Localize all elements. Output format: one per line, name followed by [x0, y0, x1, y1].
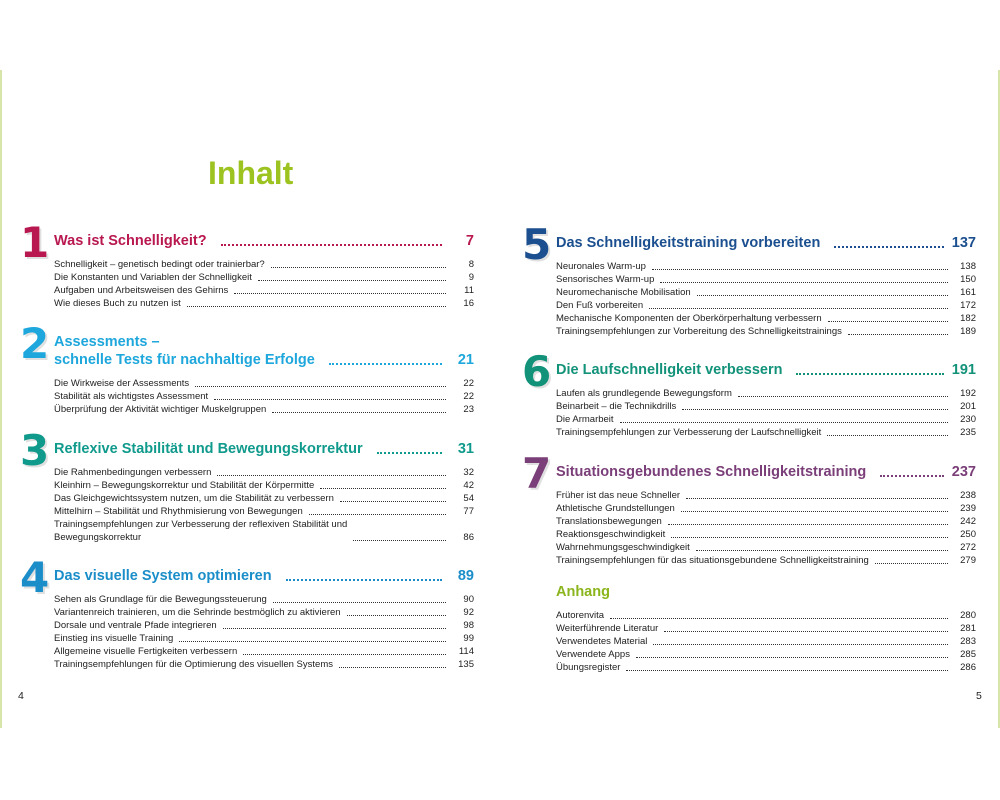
- entry-title: Trainingsempfehlungen für das situationsgebundene Schnelligkeitstraining: [556, 555, 869, 566]
- chapter-1: [20, 218, 474, 310]
- chapter-page: 191: [951, 362, 976, 378]
- leader-dots: [195, 386, 446, 387]
- entry-title: Wahrnehmungsgeschwindigkeit: [556, 542, 690, 553]
- entry-page: 172: [960, 300, 976, 311]
- toc-entry[interactable]: [54, 284, 474, 297]
- entry-list: [54, 258, 474, 310]
- entry-page: 150: [960, 274, 976, 285]
- entry-title: Die Rahmenbedingungen verbessern: [54, 467, 212, 478]
- toc-entry[interactable]: [556, 635, 976, 648]
- entry-page: 161: [960, 287, 976, 298]
- toc-entry[interactable]: [54, 593, 474, 606]
- leader-dots: [827, 435, 948, 436]
- entry-title: Athletische Grundstellungen: [556, 503, 675, 514]
- leader-dots: [875, 563, 948, 564]
- leader-dots: [664, 631, 948, 632]
- leader-dots: [221, 244, 442, 246]
- leader-dots: [286, 579, 442, 581]
- entry-page: 22: [463, 378, 474, 389]
- leader-dots: [696, 550, 948, 551]
- entry-title: Das Gleichgewichtssystem nutzen, um die Stabilität zu verbessern: [54, 493, 334, 504]
- entry-list: [556, 260, 976, 338]
- toc-entry[interactable]: [556, 273, 976, 286]
- toc-entry[interactable]: [54, 297, 474, 310]
- leader-dots: [234, 293, 446, 294]
- entry-title: Mechanische Komponenten der Oberkörperhaltung verbessern: [556, 313, 822, 324]
- chapter-number: 6: [522, 347, 550, 396]
- entry-title: Kleinhirn – Bewegungskorrektur und Stabilität der Körpermitte: [54, 480, 315, 491]
- chapter-number: 2: [20, 319, 48, 368]
- entry-title: Trainingsempfehlungen für die Optimierung des visuellen Systems: [54, 659, 333, 670]
- leader-dots: [271, 267, 446, 268]
- entry-title: Die Konstanten und Variablen der Schnelligkeit: [54, 272, 252, 283]
- entry-page: 182: [960, 313, 976, 324]
- entry-title: Dorsale und ventrale Pfade integrieren: [54, 620, 217, 631]
- page-number-left: 4: [18, 690, 24, 702]
- entry-title: Aufgaben und Arbeitsweisen des Gehirns: [54, 285, 229, 296]
- chapter-number: 7: [522, 449, 550, 498]
- leader-dots: [848, 334, 948, 335]
- left-page-edge: [0, 70, 2, 728]
- entry-title: Translationsbewegungen: [556, 516, 662, 527]
- entry-title: Verwendete Apps: [556, 649, 630, 660]
- leader-dots: [682, 409, 948, 410]
- leader-dots: [273, 602, 446, 603]
- entry-list: [54, 466, 474, 544]
- toc-entry[interactable]: [54, 390, 474, 403]
- chapter-2: [20, 319, 474, 416]
- toc-entry[interactable]: [556, 325, 976, 338]
- chapter-title: Was ist Schnelligkeit?: [54, 233, 207, 249]
- chapter-heading[interactable]: [556, 234, 976, 252]
- toc-entry[interactable]: [54, 658, 474, 671]
- entry-title: Einstieg ins visuelle Training: [54, 633, 174, 644]
- entry-title: Mittelhirn – Stabilität und Rhythmisierung von Bewegungen: [54, 506, 303, 517]
- entry-title: Beinarbeit – die Technikdrills: [556, 401, 677, 412]
- chapter-heading[interactable]: [54, 333, 474, 369]
- toc-entry[interactable]: [556, 299, 976, 312]
- leader-dots: [329, 363, 442, 365]
- chapter-number: 4: [20, 553, 48, 602]
- leader-dots: [377, 452, 442, 454]
- entry-title: Übungsregister: [556, 662, 621, 673]
- entry-page: 280: [960, 610, 976, 621]
- chapter-title: Reflexive Stabilität und Bewegungskorrektur: [54, 441, 363, 457]
- entry-title: Weiterführende Literatur: [556, 623, 659, 634]
- leader-dots: [796, 373, 944, 375]
- leader-dots: [347, 615, 446, 616]
- entry-title: Autorenvita: [556, 610, 605, 621]
- chapter-title: Das visuelle System optimieren: [54, 568, 272, 584]
- entry-page: 90: [463, 594, 474, 605]
- leader-dots: [187, 306, 446, 307]
- entry-title: Schnelligkeit – genetisch bedingt oder trainierbar?: [54, 259, 265, 270]
- entry-page: 16: [463, 298, 474, 309]
- toc-entry[interactable]: [54, 271, 474, 284]
- entry-page: 135: [458, 659, 474, 670]
- chapter-7: [522, 449, 976, 567]
- leader-dots: [653, 644, 948, 645]
- leader-dots: [880, 475, 944, 477]
- chapter-4: [20, 553, 474, 671]
- toc-entry[interactable]: [556, 286, 976, 299]
- entry-page: 22: [463, 391, 474, 402]
- entry-title: Den Fuß vorbereiten: [556, 300, 644, 311]
- entry-page: 92: [463, 607, 474, 618]
- entry-title: Sehen als Grundlage für die Bewegungssteuerung: [54, 594, 267, 605]
- toc-entry[interactable]: [54, 479, 474, 492]
- toc-entry[interactable]: [54, 606, 474, 619]
- leader-dots: [223, 628, 446, 629]
- entry-list: [556, 489, 976, 567]
- leader-dots: [660, 282, 948, 283]
- leader-dots: [834, 246, 944, 248]
- entry-list: [556, 387, 976, 439]
- entry-title: Die Wirkweise der Assessments: [54, 378, 190, 389]
- entry-page: 138: [960, 261, 976, 272]
- entry-page: 281: [960, 623, 976, 634]
- leader-dots: [649, 308, 948, 309]
- entry-page: 11: [464, 285, 474, 296]
- chapter-title: Die Laufschnelligkeit verbessern: [556, 362, 783, 378]
- entry-title: Die Armarbeit: [556, 414, 614, 425]
- leader-dots: [620, 422, 948, 423]
- chapter-title: Das Schnelligkeitstraining vorbereiten: [556, 235, 821, 251]
- chapter-6: [522, 347, 976, 439]
- entry-title: Trainingsempfehlungen zur Verbesserung der Laufschnelligkeit: [556, 427, 822, 438]
- entry-title: Neuronales Warm-up: [556, 261, 646, 272]
- entry-title: Stabilität als wichtigstes Assessment: [54, 391, 209, 402]
- toc-entry[interactable]: [556, 260, 976, 273]
- entry-page: 42: [463, 480, 474, 491]
- entry-page: 239: [960, 503, 976, 514]
- entry-page: 238: [960, 490, 976, 501]
- leader-dots: [217, 475, 446, 476]
- entry-page: 230: [960, 414, 976, 425]
- leader-dots: [258, 280, 446, 281]
- entry-page: 8: [468, 259, 474, 270]
- entry-page: 250: [960, 529, 976, 540]
- leader-dots: [738, 396, 948, 397]
- entry-page: 23: [463, 404, 474, 415]
- entry-page: 192: [960, 388, 976, 399]
- chapter-heading[interactable]: [556, 463, 976, 481]
- toc-entry[interactable]: [54, 403, 474, 416]
- toc-entry[interactable]: [54, 258, 474, 271]
- entry-page: 98: [463, 620, 474, 631]
- entry-title: Allgemeine visuelle Fertigkeiten verbessern: [54, 646, 238, 657]
- leader-dots: [340, 501, 446, 502]
- entry-title: Reaktionsgeschwindigkeit: [556, 529, 666, 540]
- leader-dots: [828, 321, 948, 322]
- entry-list: [556, 609, 976, 674]
- leader-dots: [681, 511, 948, 512]
- chapter-number: 5: [522, 220, 550, 269]
- entry-page: 189: [960, 326, 976, 337]
- entry-page: 32: [463, 467, 474, 478]
- toc-entry[interactable]: [556, 648, 976, 661]
- leader-dots: [652, 269, 948, 270]
- chapter-heading[interactable]: [54, 567, 474, 585]
- chapter-heading[interactable]: [54, 232, 474, 250]
- entry-page: 77: [463, 506, 474, 517]
- chapter-page: 237: [951, 464, 976, 480]
- entry-title: Neuromechanische Mobilisation: [556, 287, 691, 298]
- chapter-title: Anhang: [556, 584, 610, 600]
- entry-title: Wie dieses Buch zu nutzen ist: [54, 298, 181, 309]
- entry-title: Variantenreich trainieren, um die Sehrinde bestmöglich zu aktivieren: [54, 607, 341, 618]
- chapter-number: 1: [20, 218, 48, 267]
- chapter-page: 7: [465, 233, 474, 249]
- chapter-5: [522, 220, 976, 338]
- appendix-heading[interactable]: [556, 583, 976, 601]
- entry-title: Sensorisches Warm-up: [556, 274, 655, 285]
- entry-title: Überprüfung der Aktivität wichtiger Muskelgruppen: [54, 404, 267, 415]
- leader-dots: [309, 514, 446, 515]
- leader-dots: [686, 498, 948, 499]
- chapter-heading[interactable]: [54, 440, 474, 458]
- toc-entry[interactable]: [54, 619, 474, 632]
- leader-dots: [179, 641, 446, 642]
- toc-entry[interactable]: [54, 466, 474, 479]
- leader-dots: [668, 524, 948, 525]
- chapter-3: [20, 426, 474, 544]
- entry-page: 114: [458, 646, 474, 657]
- toc-entry[interactable]: [556, 489, 976, 502]
- toc-entry[interactable]: [556, 541, 976, 554]
- toc-entry[interactable]: [556, 609, 976, 622]
- leader-dots: [272, 412, 446, 413]
- toc-entry[interactable]: [556, 413, 976, 426]
- entry-page: 201: [960, 401, 976, 412]
- toc-entry[interactable]: [556, 528, 976, 541]
- leader-dots: [697, 295, 948, 296]
- toc-entry[interactable]: [556, 426, 976, 439]
- entry-page: 242: [960, 516, 976, 527]
- leader-dots: [353, 540, 446, 541]
- leader-dots: [671, 537, 948, 538]
- toc-entry[interactable]: [54, 492, 474, 505]
- entry-title: Trainingsempfehlungen zur Vorbereitung des Schnelligkeitstrainings: [556, 326, 842, 337]
- toc-entry[interactable]: [54, 645, 474, 658]
- appendix: [556, 583, 976, 674]
- leader-dots: [636, 657, 948, 658]
- chapter-page: 89: [457, 568, 474, 584]
- toc-entry[interactable]: [556, 312, 976, 325]
- toc-entry[interactable]: [556, 400, 976, 413]
- toc-entry[interactable]: [556, 387, 976, 400]
- entry-list: [54, 593, 474, 671]
- toc-entry[interactable]: [54, 518, 474, 544]
- chapter-page: 31: [457, 441, 474, 457]
- entry-page: 272: [960, 542, 976, 553]
- leader-dots: [214, 399, 446, 400]
- leader-dots: [243, 654, 446, 655]
- chapter-heading[interactable]: [556, 361, 976, 379]
- entry-page: 9: [468, 272, 474, 283]
- entry-page: 86: [463, 532, 474, 543]
- entry-title: Laufen als grundlegende Bewegungsform: [556, 388, 732, 399]
- page-title: Inhalt: [208, 155, 294, 191]
- chapter-page: 137: [951, 235, 976, 251]
- entry-title: Früher ist das neue Schneller: [556, 490, 681, 501]
- entry-page: 54: [463, 493, 474, 504]
- toc-entry[interactable]: [54, 505, 474, 518]
- chapter-title: Assessments – schnelle Tests für nachhaltige Erfolge: [54, 334, 315, 368]
- leader-dots: [626, 670, 948, 671]
- toc-entry[interactable]: [556, 661, 976, 674]
- toc-entry[interactable]: [54, 632, 474, 645]
- chapter-number: 3: [20, 426, 48, 475]
- entry-list: [54, 377, 474, 416]
- leader-dots: [339, 667, 446, 668]
- toc-entry[interactable]: [556, 554, 976, 567]
- entry-page: 283: [960, 636, 976, 647]
- chapter-page: 21: [457, 352, 474, 368]
- leader-dots: [320, 488, 446, 489]
- toc-entry[interactable]: [556, 515, 976, 528]
- entry-title: Verwendetes Material: [556, 636, 648, 647]
- entry-page: 285: [960, 649, 976, 660]
- entry-page: 286: [960, 662, 976, 673]
- toc-entry[interactable]: [556, 622, 976, 635]
- chapter-title: Situationsgebundenes Schnelligkeitstraining: [556, 464, 867, 480]
- entry-title: Trainingsempfehlungen zur Verbesserung der reflexiven Stabilität und Bewegungskorrektur: [54, 519, 348, 543]
- page-number-right: 5: [976, 690, 982, 702]
- leader-dots: [610, 618, 948, 619]
- entry-page: 99: [463, 633, 474, 644]
- toc-entry[interactable]: [54, 377, 474, 390]
- entry-page: 235: [960, 427, 976, 438]
- toc-entry[interactable]: [556, 502, 976, 515]
- entry-page: 279: [960, 555, 976, 566]
